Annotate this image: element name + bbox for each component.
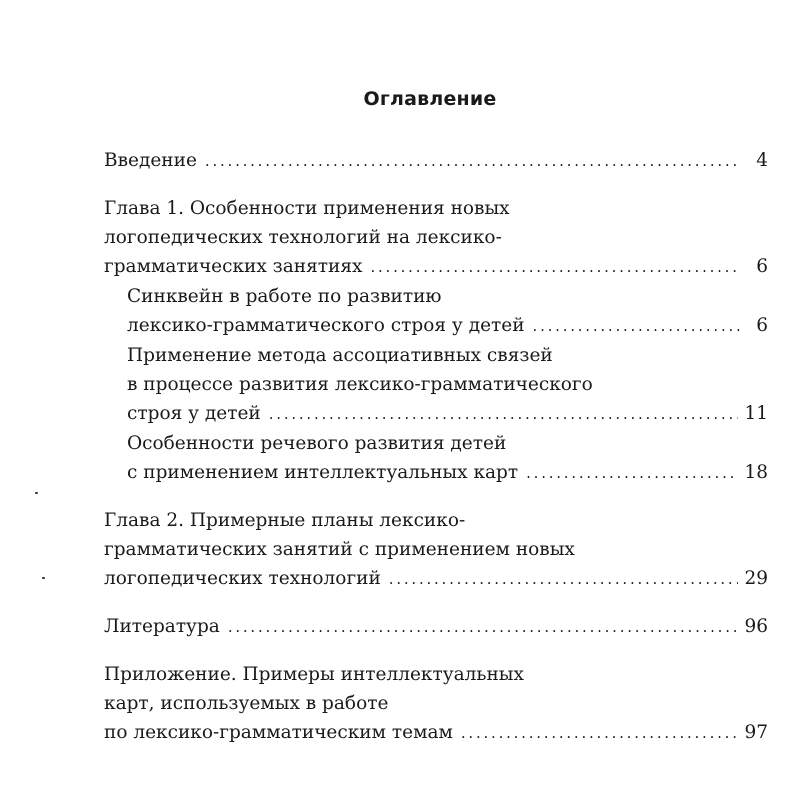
toc-entry-text: Введение [104,150,197,171]
toc-entry-bibliography[interactable] [104,612,768,642]
dot-leader [461,719,739,748]
dot-leader [533,312,740,341]
toc-entry-chapter-2[interactable] [104,506,768,594]
toc-page-number: 96 [744,616,768,637]
toc-entry-text: Синквейн в работе по развитию [127,286,442,307]
toc-entry-text: Глава 2. Примерные планы лексико- [104,510,466,531]
dot-leader [228,613,739,642]
toc-entry-text: грамматических занятий с применением новых [104,539,575,560]
toc-entry-text: логопедических технологий [104,568,381,589]
toc-entry-last-line [104,252,768,282]
toc-entry-text: строя у детей [127,403,261,424]
toc-entry-text: Глава 1. Особенности применения новых [104,198,510,219]
toc-page-number: 29 [744,568,768,589]
toc-entry-last-line [104,612,768,642]
toc-entry-last-line [127,311,768,341]
toc-entry-text: лексико-грамматического строя у детей [127,315,525,336]
toc-page-number: 11 [744,403,768,424]
toc-entry-chapter-1[interactable] [104,194,768,282]
toc-entry-text: Литература [104,616,220,637]
scan-speck [35,492,38,494]
table-of-contents [104,146,768,748]
toc-entry-text: Применение метода ассоциативных связей [127,345,553,366]
toc-entry-last-line [127,399,768,429]
toc-entry-section-mind-maps[interactable] [104,429,768,488]
toc-entry-last-line [127,458,768,488]
toc-page-number: 18 [744,462,768,483]
toc-entry-last-line [104,564,768,594]
dot-leader [370,253,740,282]
toc-entry-introduction[interactable] [104,146,768,176]
toc-entry-section-associations[interactable] [104,341,768,429]
toc-entry-text: карт, используемых в работе [104,693,389,714]
dot-leader [389,565,739,594]
toc-entry-text: логопедических технологий на лексико- [104,227,502,248]
scan-speck [42,577,45,579]
toc-entry-appendix[interactable] [104,660,768,748]
toc-entry-text: в процессе развития лексико-грамматического [127,374,593,395]
toc-entry-text: по лексико-грамматическим темам [104,722,453,743]
toc-page-number: 6 [756,315,768,336]
toc-entry-text: Приложение. Примеры интеллектуальных [104,664,524,685]
page-title: Оглавление [363,88,497,110]
toc-page-number: 97 [744,722,768,743]
toc-entry-text: грамматических занятиях [104,256,363,277]
toc-entry-text: Особенности речевого развития детей [127,433,507,454]
toc-entry-section-cinquain[interactable] [104,282,768,341]
dot-leader [205,147,740,176]
dot-leader [269,400,739,429]
toc-entry-last-line [104,718,768,748]
dot-leader [526,459,738,488]
toc-page-number: 4 [756,150,768,171]
toc-page-number: 6 [756,256,768,277]
toc-entry-text: с применением интеллектуальных карт [127,462,519,483]
toc-entry-last-line [104,146,768,176]
